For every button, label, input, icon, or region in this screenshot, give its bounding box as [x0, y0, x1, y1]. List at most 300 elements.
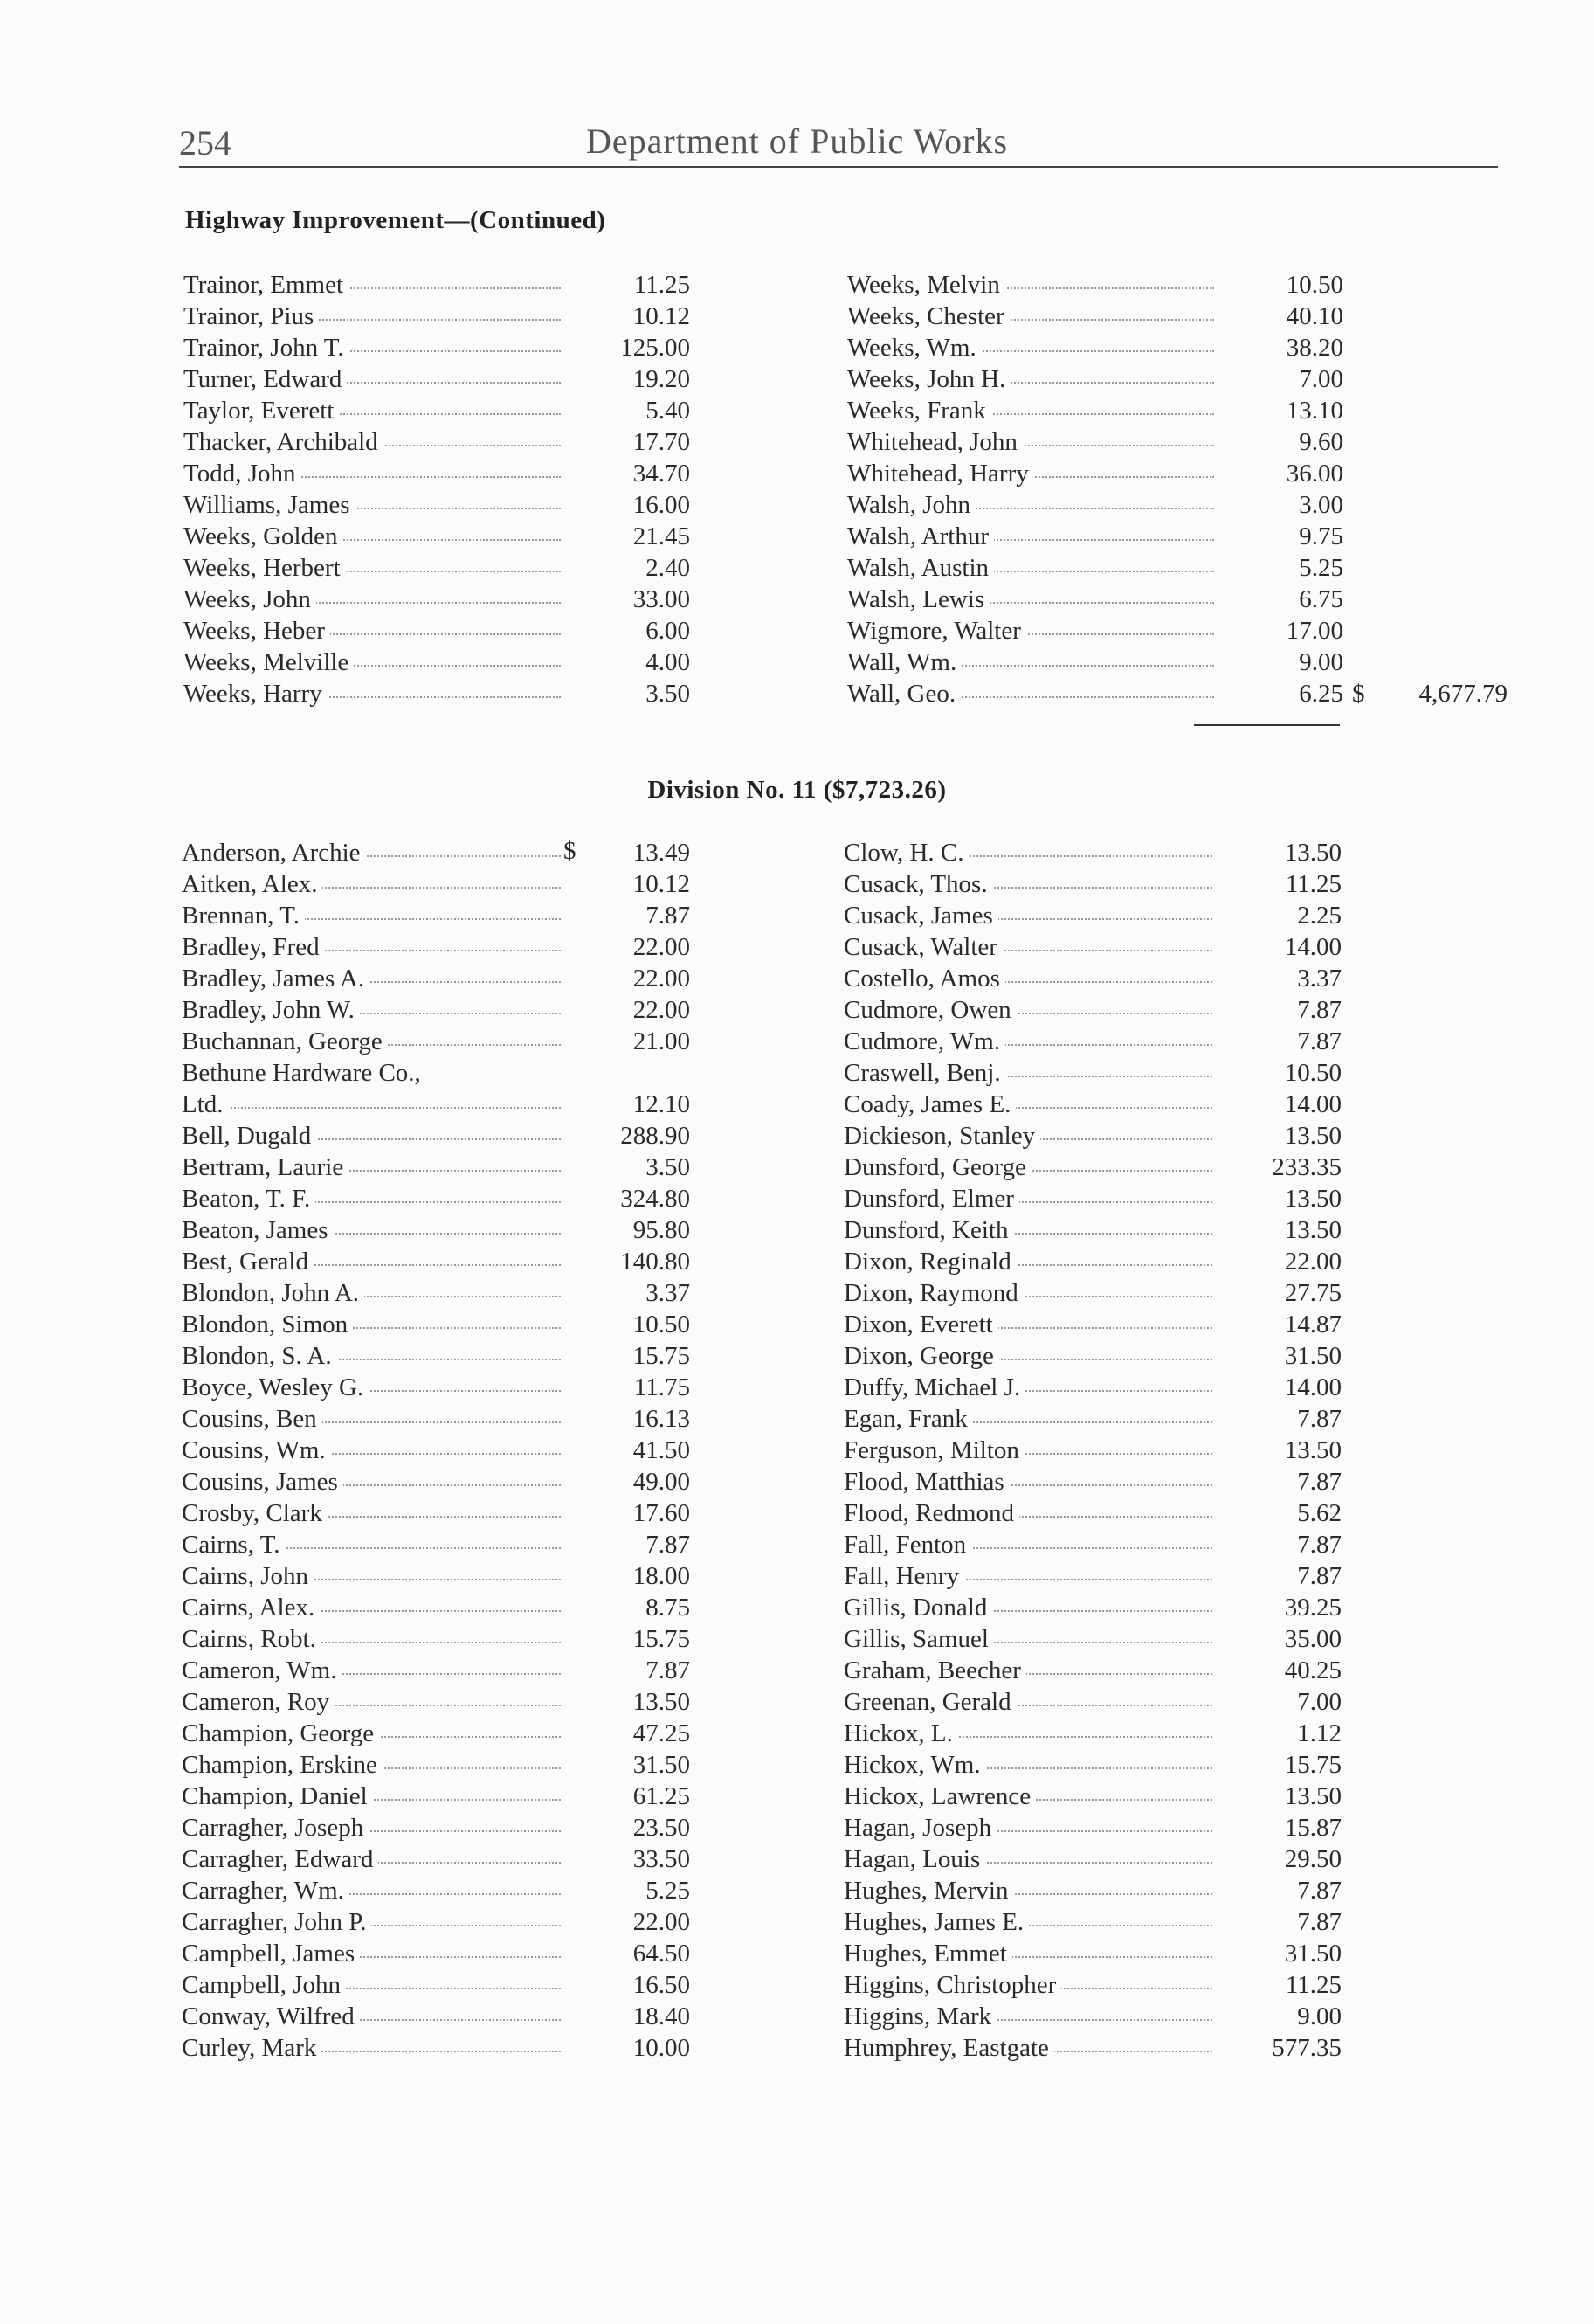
payee-name: Hagan, Louis	[844, 1843, 985, 1875]
ledger-row	[844, 931, 1341, 963]
ledger-row	[182, 1906, 690, 1938]
ledger-row	[844, 1812, 1341, 1843]
payment-amount: 324.80	[620, 1185, 690, 1213]
ledger-row	[182, 1435, 690, 1466]
payee-name: Hagan, Joseph	[844, 1812, 997, 1843]
payment-amount: 22.00	[632, 1908, 690, 1936]
payment-amount: 288.90	[620, 1122, 690, 1150]
payee-name: Ferguson, Milton	[844, 1435, 1025, 1466]
payment-amount: 9.00	[1299, 648, 1343, 676]
section-heading: Highway Improvement—(Continued)	[185, 206, 606, 234]
ledger-row	[844, 1089, 1341, 1120]
payee-name: Weeks, Chester	[847, 301, 1010, 332]
payee-name: Weeks, Wm.	[847, 332, 982, 363]
total-rule	[1194, 724, 1340, 726]
ledger-row	[182, 900, 690, 931]
ledger-row	[844, 994, 1341, 1026]
payment-amount: 14.00	[1284, 1373, 1342, 1401]
ledger-row	[847, 269, 1341, 301]
payee-name: Bradley, John W.	[182, 994, 360, 1026]
ledger-row	[182, 2001, 690, 2032]
payment-amount: 3.37	[645, 1279, 690, 1307]
payment-amount: 6.25	[1299, 680, 1343, 708]
payee-name: Costello, Amos	[844, 963, 1005, 994]
ledger-row	[844, 1466, 1341, 1497]
payee-name: Beaton, T. F.	[182, 1183, 315, 1214]
ledger-row	[183, 395, 690, 426]
payee-name: Trainor, John T.	[183, 332, 349, 363]
payment-amount: 22.00	[632, 965, 690, 993]
payee-name: Walsh, Lewis	[847, 584, 990, 615]
ledger-row	[844, 837, 1341, 868]
payment-amount: 14.00	[1284, 1090, 1342, 1118]
ledger-row	[844, 1183, 1341, 1214]
payment-amount: 10.50	[1284, 1059, 1342, 1087]
ledger-row	[844, 1277, 1341, 1309]
ledger-row	[844, 1875, 1341, 1906]
ledger-row	[182, 1655, 690, 1686]
payment-amount: 3.50	[645, 680, 690, 708]
payment-amount: 12.10	[632, 1090, 690, 1118]
payee-name: Dixon, Everett	[844, 1309, 998, 1340]
payee-name: Cairns, Alex.	[182, 1592, 320, 1623]
ledger-row	[183, 426, 690, 458]
ledger-row	[183, 301, 690, 332]
payee-name: Bethune Hardware Co.,	[182, 1057, 426, 1089]
payee-name: Craswell, Benj.	[844, 1057, 1006, 1089]
payment-amount: 9.00	[1297, 2002, 1342, 2030]
payee-name: Campbell, James	[182, 1938, 360, 1969]
payee-name: Fall, Henry	[844, 1560, 964, 1592]
payment-amount: 7.87	[645, 902, 690, 930]
payee-name: Cousins, Ben	[182, 1403, 322, 1435]
payee-name: Dixon, Reginald	[844, 1246, 1017, 1277]
payee-name: Todd, John	[183, 458, 300, 489]
payment-amount: 31.50	[1284, 1940, 1342, 1968]
ledger-row	[844, 1529, 1341, 1560]
header-rule	[179, 166, 1498, 168]
payment-amount: 1.12	[1297, 1719, 1342, 1747]
payment-amount: 16.13	[632, 1405, 690, 1433]
payment-amount: 10.00	[632, 2034, 690, 2062]
ledger-row	[847, 678, 1341, 709]
payee-name: Blondon, John A.	[182, 1277, 364, 1309]
ledger-row	[844, 1718, 1341, 1749]
payment-amount: 22.00	[632, 933, 690, 961]
payment-amount: 16.50	[632, 1971, 690, 1999]
payment-amount: 5.25	[645, 1877, 690, 1905]
payee-name: Blondon, Simon	[182, 1309, 353, 1340]
payment-amount: 7.87	[1297, 1877, 1342, 1905]
payment-amount: 31.50	[1284, 1342, 1342, 1370]
ledger-row	[844, 1152, 1341, 1183]
payment-amount: 40.25	[1284, 1657, 1342, 1684]
payee-name: Cairns, Robt.	[182, 1623, 321, 1655]
payment-amount: 31.50	[632, 1751, 690, 1779]
ledger-row	[844, 1749, 1341, 1781]
payee-name: Thacker, Archibald	[183, 426, 383, 458]
payment-amount: 11.25	[1285, 1971, 1342, 1999]
payment-amount: 7.87	[645, 1657, 690, 1684]
payment-amount: 49.00	[632, 1468, 690, 1496]
ledger-row	[844, 1309, 1341, 1340]
payment-amount: 5.25	[1299, 554, 1343, 582]
payee-name: Flood, Matthias	[844, 1466, 1010, 1497]
division-currency-sign: $	[563, 837, 576, 865]
payee-name: Gillis, Donald	[844, 1592, 992, 1623]
ledger-row	[847, 552, 1341, 584]
payment-amount: 10.50	[632, 1311, 690, 1338]
payee-name: Cousins, James	[182, 1466, 343, 1497]
payee-name: Weeks, Melvin	[847, 269, 1005, 301]
payee-name: Bertram, Laurie	[182, 1152, 348, 1183]
payee-name: Cameron, Wm.	[182, 1655, 342, 1686]
payment-amount: 13.50	[1284, 1185, 1342, 1213]
payee-name: Whitehead, John	[847, 426, 1023, 458]
payment-amount: 13.50	[632, 1688, 690, 1716]
payment-amount: 15.75	[1284, 1751, 1342, 1779]
payment-amount: 95.80	[632, 1216, 690, 1244]
ledger-row	[182, 1749, 690, 1781]
ledger-row	[182, 1938, 690, 1969]
payee-name: Cusack, Thos.	[844, 868, 993, 900]
ledger-row	[844, 1592, 1341, 1623]
payment-amount: 7.87	[1297, 1405, 1342, 1433]
payee-name: Cairns, John	[182, 1560, 314, 1592]
payee-name: Anderson, Archie	[182, 837, 366, 868]
payee-name: Weeks, Herbert	[183, 552, 346, 584]
highway-right-column	[847, 269, 1341, 709]
ledger-row	[182, 1497, 690, 1529]
ledger-row	[847, 647, 1341, 678]
payee-name: Cousins, Wm.	[182, 1435, 331, 1466]
ledger-row	[182, 1843, 690, 1875]
ledger-row	[183, 521, 690, 552]
payment-amount: 38.20	[1286, 334, 1343, 362]
ledger-row	[844, 1120, 1341, 1152]
ledger-row	[844, 1969, 1341, 2001]
payment-amount: 21.45	[632, 522, 690, 550]
payment-amount: 64.50	[632, 1940, 690, 1968]
ledger-row	[182, 1372, 690, 1403]
ledger-row	[182, 2032, 690, 2064]
payment-amount: 8.75	[645, 1594, 690, 1622]
ledger-row	[844, 1372, 1341, 1403]
payment-amount: 7.87	[1297, 1908, 1342, 1936]
payment-amount: 10.50	[1286, 271, 1343, 299]
payment-amount: 4.00	[645, 648, 690, 676]
payee-name: Curley, Mark	[182, 2032, 321, 2064]
payment-amount: 40.10	[1286, 302, 1343, 330]
payment-amount: 233.35	[1272, 1153, 1342, 1181]
payment-amount: 21.00	[632, 1027, 690, 1055]
payment-amount: 13.50	[1284, 1216, 1342, 1244]
payee-name: Weeks, Golden	[183, 521, 342, 552]
payment-amount: 61.25	[632, 1782, 690, 1810]
payee-name: Hickox, L.	[844, 1718, 958, 1749]
page-number: 254	[179, 123, 231, 163]
payment-amount: 29.50	[1284, 1845, 1342, 1873]
payee-name: Carragher, Edward	[182, 1843, 378, 1875]
payee-name: Dunsford, Elmer	[844, 1183, 1019, 1214]
ledger-row	[183, 584, 690, 615]
payee-name: Wigmore, Walter	[847, 615, 1026, 647]
payee-name: Trainor, Emmet	[183, 269, 348, 301]
payee-name: Crosby, Clark	[182, 1497, 328, 1529]
payee-name: Hickox, Lawrence	[844, 1781, 1036, 1812]
payee-name: Carragher, Wm.	[182, 1875, 349, 1906]
ledger-row	[844, 1340, 1341, 1372]
payment-amount: 22.00	[632, 996, 690, 1024]
division-heading: Division No. 11 ($7,723.26)	[647, 776, 947, 804]
ledger-row	[847, 301, 1341, 332]
payee-name: Graham, Beecher	[844, 1655, 1026, 1686]
payment-amount: 2.40	[645, 554, 690, 582]
payee-name: Carragher, John P.	[182, 1906, 371, 1938]
payee-name: Trainor, Pius	[183, 301, 319, 332]
payee-name: Cameron, Roy	[182, 1686, 335, 1718]
ledger-row	[182, 1403, 690, 1435]
payment-amount: 5.40	[645, 397, 690, 425]
payment-amount: 41.50	[632, 1436, 690, 1464]
payee-name: Champion, Erskine	[182, 1749, 383, 1781]
ledger-row	[182, 1183, 690, 1214]
ledger-row	[182, 1120, 690, 1152]
payment-amount: 33.50	[632, 1845, 690, 1873]
ledger-row	[182, 1592, 690, 1623]
division-right-column	[844, 837, 1341, 2064]
payee-name: Cusack, James	[844, 900, 998, 931]
payment-amount: 14.87	[1284, 1311, 1342, 1338]
payee-name: Flood, Redmond	[844, 1497, 1019, 1529]
division-left-column	[182, 837, 690, 2064]
ledger-row	[182, 1152, 690, 1183]
payee-name: Cudmore, Owen	[844, 994, 1017, 1026]
payment-amount: 7.87	[1297, 996, 1342, 1024]
running-head: Department of Public Works	[585, 121, 1009, 161]
ledger-row	[844, 2001, 1341, 2032]
payee-name: Duffy, Michael J.	[844, 1372, 1025, 1403]
ledger-row	[182, 837, 690, 868]
ledger-row	[844, 1026, 1341, 1057]
payee-name: Dixon, George	[844, 1340, 999, 1372]
payment-amount: 140.80	[620, 1248, 690, 1276]
payee-name: Taylor, Everett	[183, 395, 339, 426]
payee-name: Walsh, John	[847, 489, 976, 521]
payment-amount: 17.60	[632, 1499, 690, 1527]
ledger-row	[847, 521, 1341, 552]
payment-amount: 15.87	[1284, 1814, 1342, 1842]
payee-name: Weeks, John	[183, 584, 316, 615]
payee-name: Brennan, T.	[182, 900, 305, 931]
payee-name: Weeks, Harry	[183, 678, 328, 709]
payment-amount: 14.00	[1284, 933, 1342, 961]
payee-name: Hughes, Emmet	[844, 1938, 1012, 1969]
payment-amount: 11.75	[633, 1373, 690, 1401]
payee-name: Higgins, Christopher	[844, 1969, 1061, 2001]
ledger-row	[844, 1403, 1341, 1435]
ledger-row	[182, 1718, 690, 1749]
payee-name: Whitehead, Harry	[847, 458, 1034, 489]
payment-amount: 2.25	[1297, 902, 1342, 930]
payment-amount: 577.35	[1272, 2034, 1342, 2062]
payee-name: Weeks, Melville	[183, 647, 354, 678]
ledger-row	[183, 647, 690, 678]
ledger-row	[182, 1246, 690, 1277]
ledger-row	[182, 1057, 681, 1089]
payee-name: Buchannan, George	[182, 1026, 388, 1057]
payment-amount: 11.25	[1285, 870, 1342, 898]
payment-amount: 7.87	[1297, 1562, 1342, 1590]
payee-name: Bell, Dugald	[182, 1120, 316, 1152]
payee-name: Gillis, Samuel	[844, 1623, 994, 1655]
payee-name: Greenan, Gerald	[844, 1686, 1017, 1718]
payee-name: Weeks, John H.	[847, 363, 1011, 395]
payment-amount: 125.00	[620, 334, 690, 362]
ledger-row	[844, 868, 1341, 900]
ledger-row	[183, 458, 690, 489]
payee-name: Dunsford, George	[844, 1152, 1032, 1183]
ledger-row	[847, 332, 1341, 363]
ledger-row	[183, 332, 690, 363]
ledger-row	[847, 458, 1341, 489]
ledger-row	[847, 489, 1341, 521]
ledger-row	[182, 1214, 690, 1246]
payment-amount: 7.87	[1297, 1027, 1342, 1055]
payee-name: Humphrey, Eastgate	[844, 2032, 1054, 2064]
payment-amount: 9.60	[1299, 428, 1343, 456]
ledger-row	[183, 552, 690, 584]
payment-amount: 7.87	[1297, 1531, 1342, 1559]
payment-amount: 15.75	[632, 1342, 690, 1370]
ledger-row	[182, 1969, 690, 2001]
payee-name: Champion, Daniel	[182, 1781, 373, 1812]
ledger-row	[182, 1875, 690, 1906]
payment-amount: 10.12	[632, 302, 690, 330]
payment-amount: 33.00	[632, 585, 690, 613]
ledger-row	[844, 1938, 1341, 1969]
payee-name: Conway, Wilfred	[182, 2001, 360, 2032]
payment-amount: 7.00	[1299, 365, 1343, 393]
ledger-row	[844, 1781, 1341, 1812]
ledger-row	[182, 1623, 690, 1655]
payee-name: Cusack, Walter	[844, 931, 1003, 963]
payment-amount: 5.62	[1297, 1499, 1342, 1527]
payee-name: Hickox, Wm.	[844, 1749, 986, 1781]
payment-amount: 13.50	[1284, 1436, 1342, 1464]
ledger-row	[183, 489, 690, 521]
ledger-row	[847, 395, 1341, 426]
payee-name: Bradley, Fred	[182, 931, 325, 963]
payee-name: Dunsford, Keith	[844, 1214, 1013, 1246]
payment-amount: 16.00	[632, 491, 690, 519]
payment-amount: 36.00	[1286, 460, 1343, 488]
payee-name: Turner, Edward	[183, 363, 347, 395]
payee-name: Best, Gerald	[182, 1246, 314, 1277]
payee-name: Walsh, Austin	[847, 552, 994, 584]
payee-name: Aitken, Alex.	[182, 868, 322, 900]
payment-amount: 7.00	[1297, 1688, 1342, 1716]
ledger-row	[182, 1089, 690, 1120]
payee-name: Weeks, Frank	[847, 395, 991, 426]
payment-amount: 19.20	[632, 365, 690, 393]
payment-amount: 35.00	[1284, 1625, 1342, 1653]
ledger-row	[182, 1560, 690, 1592]
payment-amount: 13.50	[1284, 839, 1342, 867]
ledger-row	[182, 1812, 690, 1843]
ledger-row	[844, 1686, 1341, 1718]
ledger-row	[844, 1655, 1341, 1686]
ledger-row	[844, 1057, 1341, 1089]
ledger-row	[182, 1277, 690, 1309]
payment-amount: 11.25	[633, 271, 690, 299]
payment-amount: 10.12	[632, 870, 690, 898]
payment-amount: 39.25	[1284, 1594, 1342, 1622]
ledger-row	[183, 363, 690, 395]
payment-amount: 15.75	[632, 1625, 690, 1653]
payment-amount: 18.00	[632, 1562, 690, 1590]
highway-total-amount: 4,677.79	[1418, 680, 1508, 708]
ledger-row	[182, 994, 690, 1026]
ledger-row	[844, 1497, 1341, 1529]
ledger-row	[847, 363, 1341, 395]
ledger-row	[182, 931, 690, 963]
leader-dots	[182, 1107, 561, 1109]
payee-name: Williams, James	[183, 489, 355, 521]
payment-amount: 13.50	[1284, 1122, 1342, 1150]
payee-name: Campbell, John	[182, 1969, 346, 2001]
payee-name: Carragher, Joseph	[182, 1812, 369, 1843]
payment-amount: 3.00	[1299, 491, 1343, 519]
ledger-row	[182, 1026, 690, 1057]
payee-name: Hughes, Mervin	[844, 1875, 1013, 1906]
payee-name: Egan, Frank	[844, 1403, 973, 1435]
payee-name: Fall, Fenton	[844, 1529, 971, 1560]
payment-amount: 17.00	[1286, 617, 1343, 645]
payee-name: Ltd.	[182, 1089, 229, 1120]
payee-name: Dixon, Raymond	[844, 1277, 1024, 1309]
payment-amount: 34.70	[632, 460, 690, 488]
payee-name: Champion, George	[182, 1718, 379, 1749]
payee-name: Wall, Wm.	[847, 647, 962, 678]
ledger-row	[182, 1309, 690, 1340]
payment-amount: 18.40	[632, 2002, 690, 2030]
ledger-row	[844, 1906, 1341, 1938]
ledger-row	[847, 426, 1341, 458]
ledger-row	[844, 1435, 1341, 1466]
ledger-row	[182, 963, 690, 994]
payee-name: Bradley, James A.	[182, 963, 369, 994]
payment-amount: 7.87	[645, 1531, 690, 1559]
ledger-row	[182, 1466, 690, 1497]
ledger-row	[182, 1686, 690, 1718]
payment-amount: 6.75	[1299, 585, 1343, 613]
payee-name: Wall, Geo.	[847, 678, 961, 709]
total-currency-sign: $	[1352, 680, 1365, 708]
highway-left-column	[183, 269, 690, 709]
payment-amount: 27.75	[1284, 1279, 1342, 1307]
payment-amount: 3.50	[645, 1153, 690, 1181]
payee-name: Dickieson, Stanley	[844, 1120, 1040, 1152]
payee-name: Boyce, Wesley G.	[182, 1372, 369, 1403]
payment-amount: 9.75	[1299, 522, 1343, 550]
ledger-row	[847, 584, 1341, 615]
ledger-row	[844, 1214, 1341, 1246]
ledger-row	[183, 615, 690, 647]
payee-name: Beaton, James	[182, 1214, 334, 1246]
ledger-row	[844, 963, 1341, 994]
payee-name: Coady, James E.	[844, 1089, 1016, 1120]
